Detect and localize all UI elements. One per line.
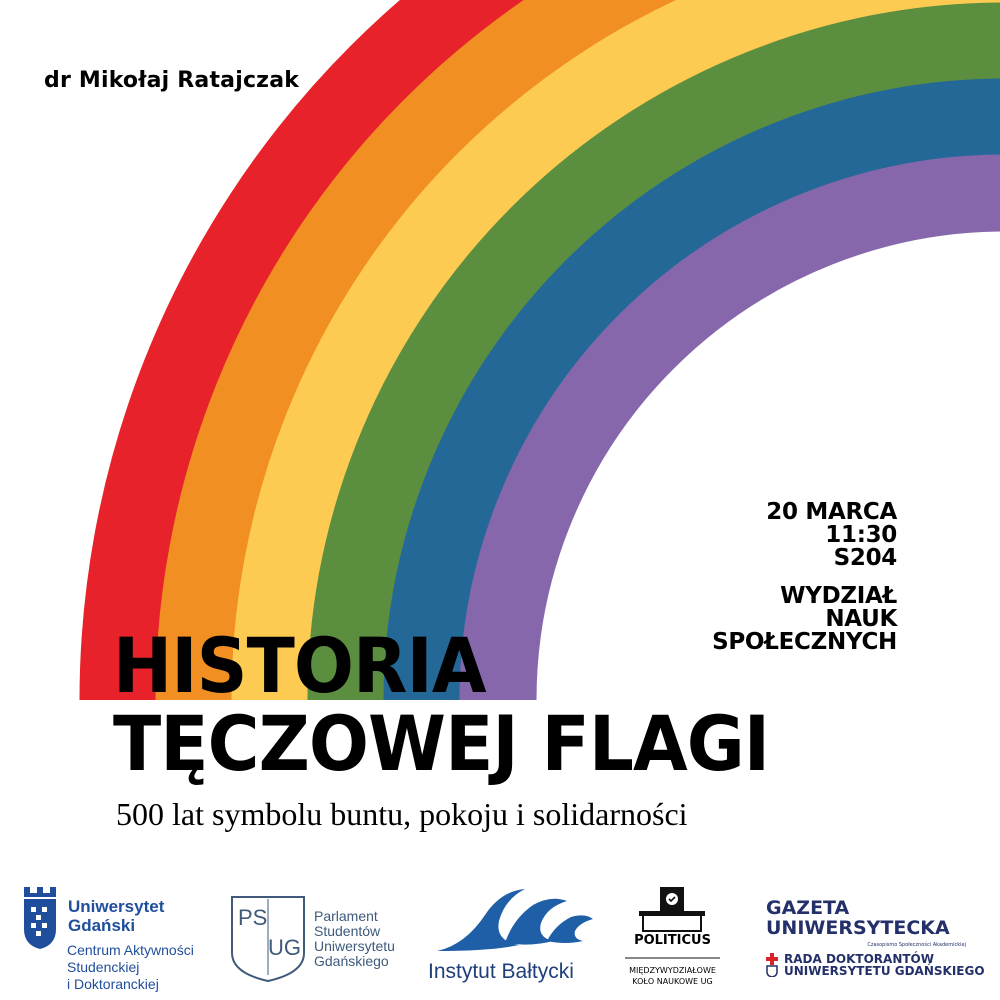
event-datetime — [766, 501, 897, 570]
event-room: S204 — [833, 545, 897, 571]
speaker-name: dr Mikołaj Ratajczak — [44, 68, 300, 93]
psug-name — [314, 909, 395, 969]
politicus-divider — [615, 956, 730, 960]
ug-unit-line-1: Centrum Aktywności — [67, 942, 194, 958]
gazeta-title — [766, 898, 950, 938]
event-location — [712, 585, 897, 654]
ug-name-line-2: Gdański — [68, 916, 136, 935]
faculty-line-1: WYDZIAŁ — [780, 583, 897, 609]
politicus-name: POLITICUS — [634, 933, 711, 948]
event-date: 20 MARCA — [766, 499, 897, 525]
instytut-baltycki-name: Instytut Bałtycki — [428, 960, 574, 983]
ug-emblem-icon — [20, 885, 60, 951]
event-time: 11:30 — [825, 522, 897, 548]
psug-name-line-2: Studentów — [314, 923, 381, 939]
gazeta-title-line-1: GAZETA — [766, 897, 850, 919]
gazeta-uniwersytecka-logo — [760, 895, 990, 995]
title-line-2: TĘCZOWEJ FLAGI — [113, 699, 770, 788]
ug-name — [68, 897, 164, 935]
gazeta-tagline: Czasopismo Społeczności Akademickiej — [867, 942, 966, 948]
ballot-box-icon — [615, 885, 730, 933]
ug-logo — [20, 885, 220, 995]
ug-unit-line-3: i Doktoranckiej — [67, 976, 159, 992]
psug-name-line-3: Uniwersytetu — [314, 938, 395, 954]
title-line-1: HISTORIA — [113, 621, 486, 710]
gazeta-title-line-2: UNIWERSYTECKA — [766, 917, 950, 939]
politicus-sub-line-2: KOŁO NAUKOWE UG — [632, 977, 713, 986]
faculty-line-2: NAUK — [825, 606, 897, 632]
ug-unit-line-2: Studenckiej — [67, 959, 140, 975]
rada-line-2: UNIWERSYTETU GDAŃSKIEGO — [784, 964, 985, 978]
rada-emblem-icon — [766, 953, 778, 977]
faculty-line-3: SPOŁECZNYCH — [712, 629, 897, 655]
psug-mark-icon — [228, 893, 308, 983]
psug-name-line-1: Parlament — [314, 908, 378, 924]
ug-name-line-1: Uniwersytet — [68, 897, 165, 916]
wave-icon — [435, 885, 595, 955]
instytut-baltycki-logo — [425, 885, 605, 990]
politicus-logo — [615, 885, 730, 995]
psug-mark-top: PS — [238, 905, 268, 930]
psug-logo — [228, 893, 418, 988]
subtitle: 500 lat symbolu buntu, pokoju i solidarności — [116, 796, 688, 832]
politicus-sub-line-1: MIĘDZYWYDZIAŁOWE — [629, 966, 716, 975]
politicus-subtitle — [615, 965, 730, 987]
ug-unit — [67, 942, 194, 993]
psug-mark-bottom: UG — [268, 935, 301, 960]
psug-name-line-4: Gdańskiego — [314, 953, 389, 969]
rada-line-1: RADA DOKTORANTÓW — [784, 952, 934, 966]
rada-doktorantow — [784, 953, 985, 977]
